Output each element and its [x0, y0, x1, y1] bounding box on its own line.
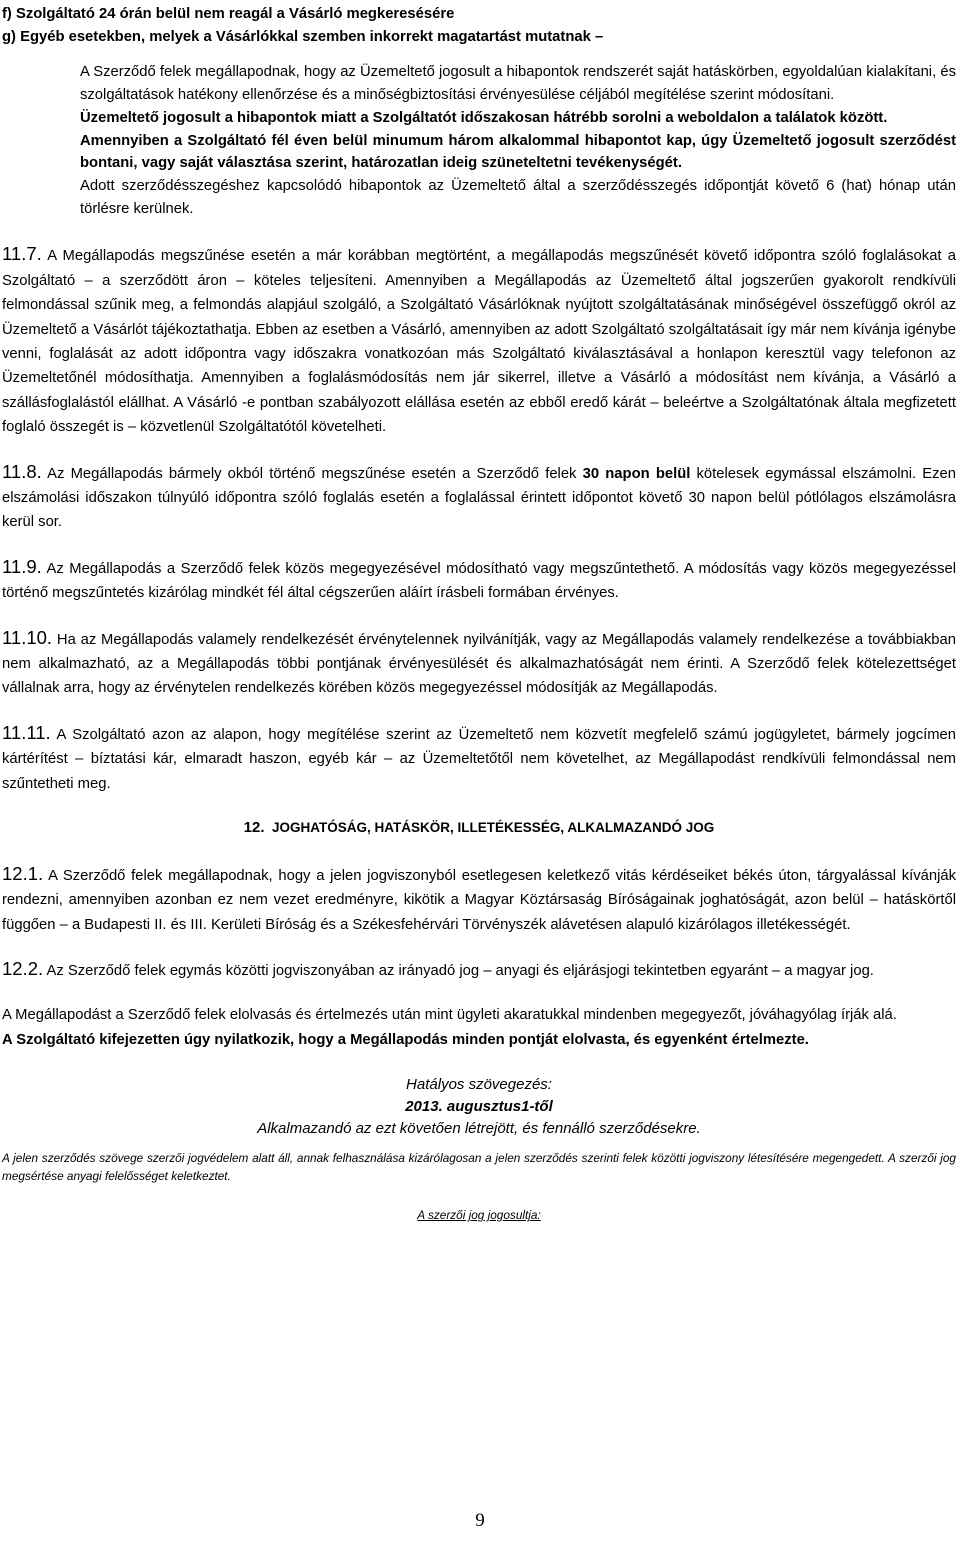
hibapont-intro: A Szerződő felek megállapodnak, hogy az Üzemeltető jogosult a hibapontok rendszerét saját hatáskörben, egyoldalúan kialakítani, és szolgáltatások hatékony ellenőrzése és a minőségbiztosítási érvényesülése céljából megítélése szerint módosítani. — [80, 64, 956, 104]
section-heading-12 — [2, 817, 956, 840]
section-number: 12.1. — [2, 862, 44, 884]
heading-title: JOGHATÓSÁG, HATÁSKÖR, ILLETÉKESSÉG, ALKALMAZANDÓ JOG — [272, 820, 715, 836]
section-11-10 — [2, 626, 956, 701]
section-11-8 — [2, 460, 956, 535]
hibapont-deletion-rule: Adott szerződésszegéshez kapcsolódó hibapontok az Üzemeltető által a szerződésszegés időpontját követő 6 (hat) hónap után törlésre kerülnek. — [80, 177, 956, 217]
section-number: 11.11. — [2, 721, 51, 743]
section-text: Az Megállapodás a Szerződő felek közös megegyezésével módosítható vagy megszűntethető. A módosítás vagy közös megegyezéssel történő megszűntetés kizárólag mindkét fél által cégszerűen aláírt írásbeli formában érvényes. — [2, 560, 956, 602]
section-11-11 — [2, 721, 956, 796]
closing-read: A Megállapodást a Szerződő felek elolvasás és értelmezés után mint ügyleti akaratukkal mindenben megegyezőt, jóváhagyólag írják alá. — [2, 1007, 897, 1024]
section-text: A Szolgáltató azon az alapon, hogy megítélése szerint az Üzemeltető nem közvetít megfelelő számú jogügyletet, bármely jogcímen kártérítést – bíztatási kár, elmaradt haszon, egyéb kár – az Üzemeltetőtől nem követelhet, az Megállapodást rendkívüli felmondással nem szűntetheti meg. — [2, 726, 956, 792]
hibapont-rank-rule: Üzemeltető jogosult a hibapontok miatt a Szolgáltatót időszakosan hátrébb sorolni a weboldalon a találatok között. — [80, 109, 888, 126]
section-text: Ha az Megállapodás valamely rendelkezését érvénytelennek nyilvánítják, vagy az Megállapodás valamely rendelkezése a továbbiakban nem alkalmazható, az a Megállapodás többi pontjának érvényesülését és alkalmazhatóságát nem érinti. A Szerződő felek kötelezettséget vállalnak arra, hogy az érvénytelen rendelkezés körében közös megegyezéssel módosítják az Megállapodás. — [2, 631, 956, 697]
section-text-post: kötelesek egymással elszámolni. Ezen elszámolási időszakon túlnyúló időpontra szóló foglalás esetén a foglalással érintett időpontot követő 30 napon belül pótlólagos elszámolásra kerül sor. — [2, 465, 957, 531]
section-text-bold: 30 napon belül — [582, 465, 691, 482]
section-text-pre: Az Megállapodás bármely okból történő megszűnése esetén a Szerződő felek — [47, 465, 583, 482]
effective-date: 2013. augusztus1-től — [405, 1098, 553, 1116]
effective-applies: Alkalmazandó az ezt követően létrejött, és fennálló szerződésekre. — [257, 1120, 701, 1138]
hibapont-section — [80, 61, 956, 220]
section-text: A Megállapodás megszűnése esetén a már korábban megtörtént, a megállapodás megszűnését követő időpontra szóló foglalásokat a Szolgáltató – a szerződött áron – köteles teljesíteni. Amennyiben a Megállapodás az Üzemeltető által jogszerűen gyakorolt rendkívüli felmondással szűnik meg, a felmondás alapjául szolgáló, a Szolgáltató Vásárlóknak nyújtott szolgáltatásának minőségével összefüggő okról az Üzemeltető a Vásárlót tájékoztathatja. Ebben az esetben a Vásárló, amennyiben az adott Szolgáltató szolgáltatásait így már nem kívánja igénybe venni, foglalását az adott időpontra vagy időszakra vonatkozóan más Szolgáltató kiválasztásával a honlapon keresztül vagy telefonon az Üzemeltetőnél módosíthatja. Amennyiben a foglalásmódosítás nem jár sikerrel, illetve a Vásárló a módosítást nem kívánja, a Vásárló a szállásfoglalástól elállhat. A Vásárló -e pontban szabályozott elállása esetén az ebből eredő kárát – beleértve a Szolgáltatónak általa megfizetett foglaló összegét is – közvetlenül Szolgáltatótól követelheti. — [2, 248, 956, 436]
copyright-holder: A szerzői jog jogosultja: — [417, 1208, 541, 1223]
list-item-g: g) Egyéb esetekben, melyek a Vásárlókkal szemben inkorrekt magatartást mutatnak – — [2, 28, 604, 45]
list-item-f: f) Szolgáltató 24 órán belül nem reagál a Vásárló megkeresésére — [2, 6, 455, 22]
page-number: 9 — [475, 1510, 485, 1531]
section-number: 11.9. — [2, 555, 42, 577]
effective-block — [2, 1074, 956, 1140]
hibapont-termination-rule: Amennyiben a Szolgáltató fél éven belül minumum három alkalommal hibapontot kap, úgy Üzemeltető jogosult szerződést bontani, vagy saját választása szerint, határozatlan ideig szüneteltetni tevékenységét. — [80, 132, 956, 172]
section-number: 12.2. — [2, 957, 44, 979]
section-text: Az Szerződő felek egymás közötti jogviszonyában az irányadó jog – anyagi és eljárásjogi tekintetben egyaránt – a magyar jog. — [46, 962, 874, 979]
section-12-1 — [2, 862, 956, 937]
heading-number: 12. — [243, 819, 265, 837]
document-body — [2, 3, 956, 1225]
section-number: 11.10. — [2, 626, 53, 648]
closing-declaration: A Szolgáltató kifejezetten úgy nyilatkozik, hogy a Megállapodás minden pontját elolvasta, és egyenként értelmezte. — [2, 1031, 809, 1048]
copyright-notice: A jelen szerződés szövege szerzői jogvédelem alatt áll, annak felhasználása kizárólagosan a jelen szerződés szerinti felek közötti jogviszony létesítésére megengedett. A szerzői jog megsértése anyagi felelősséget keletkeztet. — [2, 1151, 956, 1183]
section-12-2 — [2, 957, 956, 983]
section-number: 11.8. — [2, 460, 42, 482]
section-number: 11.7. — [2, 243, 42, 265]
section-text: A Szerződő felek megállapodnak, hogy a jelen jogviszonyból esetlegesen keletkező vitás kérdéseiket békés úton, tárgyalással kívánják rendezni, amennyiben azonban ez nem vezet eredményre, kikötik a Magyar Köztársaság Bíróságainak joghatóságát, azon belül – hatáskörtől függően – a Budapesti II. és III. Kerületi Bíróság és a Székesfehérvári Törvényszék alávetésen alapuló kizárólagos illetékességét. — [2, 867, 957, 933]
section-11-7 — [2, 242, 956, 439]
effective-label: Hatályos szövegezés: — [406, 1076, 552, 1094]
section-11-9 — [2, 555, 956, 606]
